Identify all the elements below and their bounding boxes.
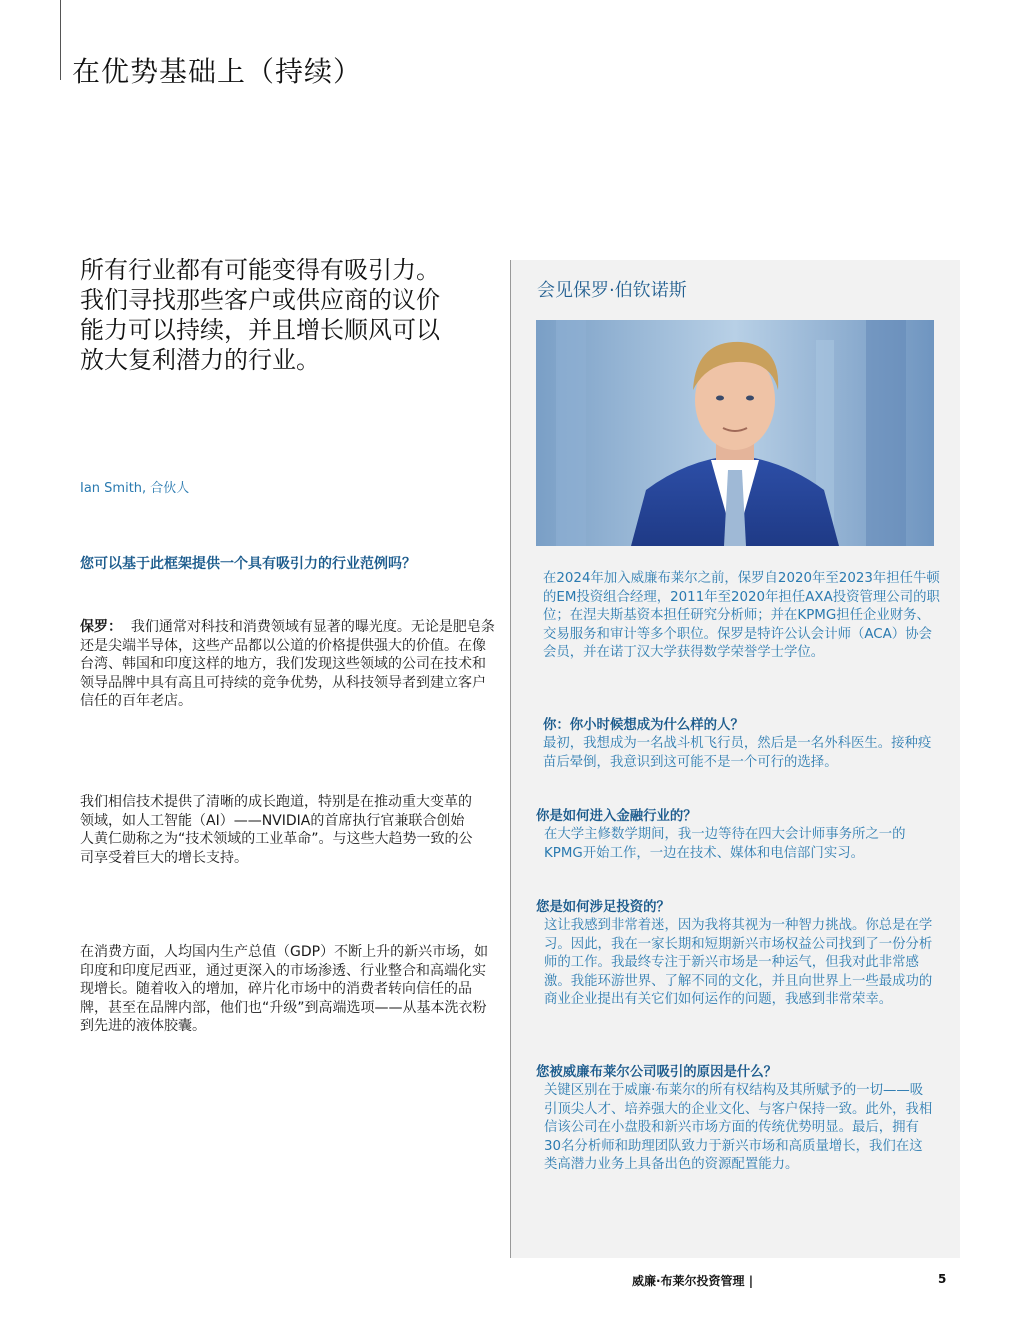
answer-paragraph-3: 在消费方面，人均国内生产总值（GDP）不断上升的新兴市场，如印度和印度尼西亚，通过更深入的市场渗透、行业整合和高端化实现增长。随着收入的增加，碎片化市场中的消费者转向信任的品牌，甚至在品牌内部，他们也“升级”到高端选项——从基本洗衣粉到先进的液体胶囊。 — [80, 944, 489, 1035]
qa-answer-4: 关键区别在于威廉·布莱尔的所有权结构及其所赋予的一切——吸引顶尖人才、培养强大的企业文化、与客户保持一致。此外，我相信该公司在小盘股和新兴市场方面的传统优势明显。最后，拥有30名分析师和助理团队致力于新兴市场和高质量增长，我们在这类高潜力业务上具备出色的资源配置能力。 — [544, 1083, 933, 1173]
qa-answer-1: 最初，我想成为一名战斗机飞行员，然后是一名外科医生。接种疫苗后晕倒，我意识到这可能不是一个可行的选择。 — [543, 736, 932, 770]
answer-paragraph-2: 我们相信技术提供了清晰的成长跑道，特别是在推动重大变革的领域，如人工智能（AI）——NVIDIA的首席执行官兼联合创始人黄仁勋称之为“技术领域的工业革命”。与这些大趋势一致的公司享受着巨大的增长支持。 — [80, 794, 473, 866]
qa-question-1: 你：你小时候想成为什么样的人？ — [543, 718, 744, 733]
qa-block-4 — [536, 1064, 934, 1175]
qa-answer-3: 这让我感到非常着迷，因为我将其视为一种智力挑战。你总是在学习。因此，我在一家长期和短期新兴市场权益公司找到了一份分析师的工作。我最终专注于新兴市场是一种运气，但我对此非常感激。我能环游世界、了解不同的文化，并且向世界上一些最成功的商业企业提出有关它们如何运作的问题，我感到非常荣幸。 — [544, 918, 933, 1008]
qa-question-2: 你是如何进入金融行业的？ — [536, 809, 697, 824]
footer-brand: 威廉·布莱尔投资管理 | — [632, 1274, 754, 1288]
qa-question-3: 您是如何涉足投资的？ — [536, 900, 670, 915]
answer-paragraph-1 — [80, 618, 498, 711]
page-number: 5 — [938, 1272, 947, 1286]
profile-bio: 在2024年加入威廉布莱尔之前，保罗自2020年至2023年担任牛顿的EM投资组合经理，2011年至2020年担任AXA投资管理公司的职位；在涅夫斯基资本担任研究分析师；并在KPMG担任企业财务、交易服务和审计等多个职位。保罗是特许公认会计师（ACA）协会会员，并在诺丁汉大学获得数学荣誉学士学位。 — [543, 571, 940, 661]
qa-answer-2: 在大学主修数学期间，我一边等待在四大会计师事务所之一的KPMG开始工作，一边在技术、媒体和电信部门实习。 — [544, 827, 906, 861]
page-title: 在优势基础上（持续） — [72, 55, 363, 88]
answer-text-1: 我们通常对科技和消费领域有显著的曝光度。无论是肥皂条还是尖端半导体，这些产品都以公道的价格提供强大的价值。在像台湾、韩国和印度这样的地方，我们发现这些领域的公司在技术和领导品牌中具有高且可持续的竞争优势，从科技领导者到建立客户信任的百年老店。 — [80, 619, 495, 710]
qa-block-2 — [536, 808, 934, 863]
portrait-photo — [536, 320, 934, 546]
speaker-label: 保罗： — [80, 619, 122, 635]
interview-question: 您可以基于此框架提供一个具有吸引力的行业范例吗？ — [80, 556, 416, 572]
quote-attribution: Ian Smith, 合伙人 — [80, 481, 190, 496]
qa-block-1 — [543, 717, 933, 772]
portrait-illustration — [536, 320, 934, 546]
pull-quote: 所有行业都有可能变得有吸引力。我们寻找那些客户或供应商的议价能力可以持续，并且增长顺风可以放大复利潜力的行业。 — [80, 256, 440, 374]
qa-block-3 — [536, 899, 934, 1010]
sidebar-title: 会见保罗·伯钦诺斯 — [537, 280, 687, 301]
sidebar-rule — [510, 260, 511, 1258]
header-rule — [60, 0, 61, 80]
qa-question-4: 您被威廉布莱尔公司吸引的原因是什么？ — [536, 1065, 778, 1080]
